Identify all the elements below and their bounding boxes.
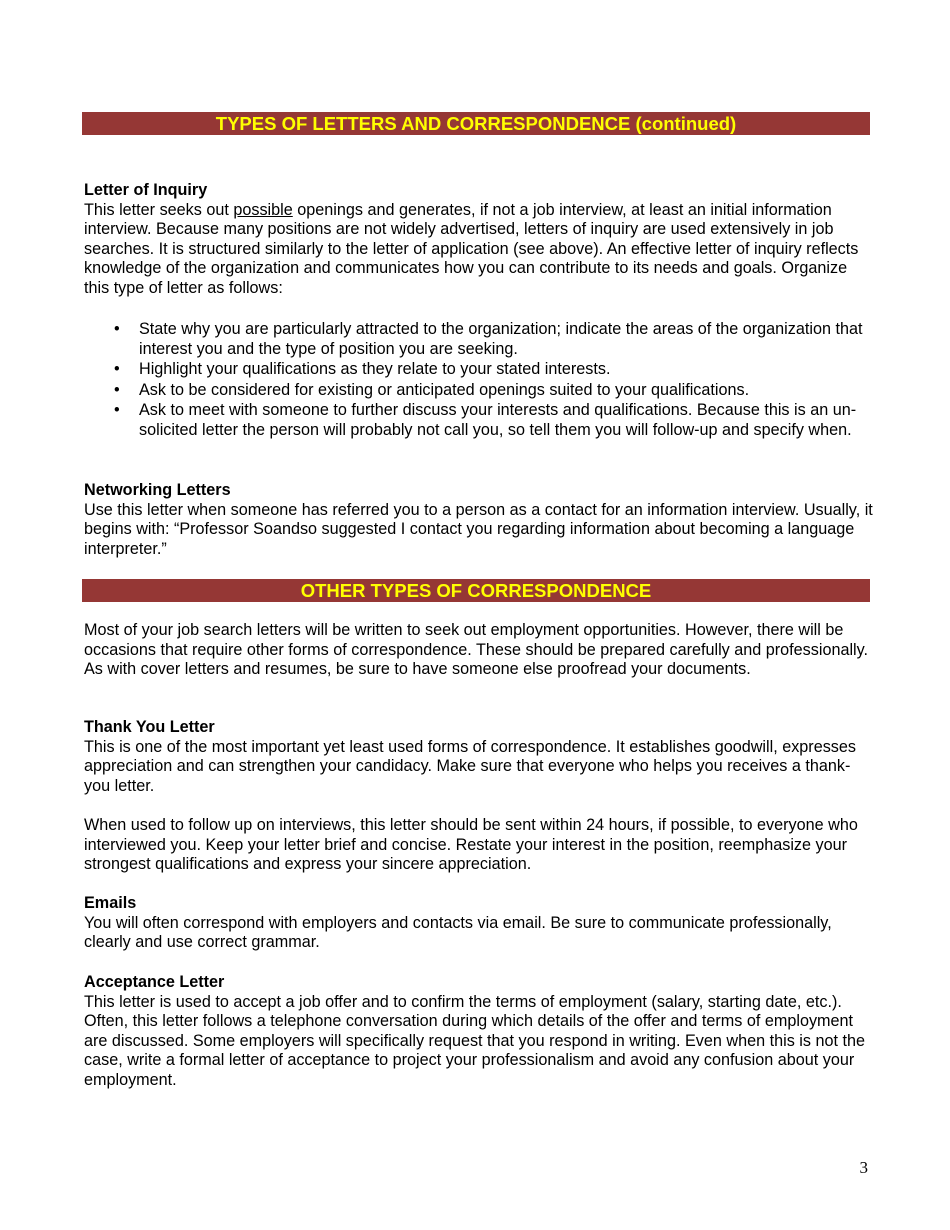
networking-letters-heading: Networking Letters xyxy=(84,481,231,499)
thank-you-letter-heading: Thank You Letter xyxy=(84,718,215,736)
bullet-text: Ask to meet with someone to further discuss your interests and qualifications. Because this is an un-solicited letter the person will probably not call you, so tell them you will follow-up and specify when. xyxy=(139,400,857,440)
inquiry-text-rest: openings and generates, if not a job interview, at least an initial information interview. Because many positions are not widely advertised, letters of inquiry are used extensively in job searches. It is structured similarly to the letter of application (see above). An effective letter of inquiry reflects knowledge of the organization and communicates how you can contribute to its needs and goals. Organize this type of letter as follows: xyxy=(84,200,859,297)
inquiry-text-underlined: possible xyxy=(233,200,293,219)
other-correspondence-intro xyxy=(84,621,874,680)
thank-you-follow-up xyxy=(84,816,874,875)
bullet-dot-icon: • xyxy=(114,380,120,399)
letter-of-inquiry-heading: Letter of Inquiry xyxy=(84,181,208,199)
bullet-text: State why you are particularly attracted to the organization; indicate the areas of the organization that interest you and the type of position you are seeking. xyxy=(139,320,863,359)
section-banner-other-correspondence: OTHER TYPES OF CORRESPONDENCE xyxy=(82,579,870,602)
thank-you-follow-up-text: When used to follow up on interviews, this letter should be sent within 24 hours, if possible, to everyone who interviewed you. Keep your letter brief and concise. Restate your interest in the position, reemphasize your strongest qualifications and express your sincere appreciation. xyxy=(84,816,858,874)
inquiry-text-start: This letter seeks out xyxy=(84,200,234,219)
emails-heading: Emails xyxy=(84,894,137,912)
page-number: 3 xyxy=(859,1158,868,1177)
thank-you-letter-text: This is one of the most important yet least used forms of correspondence. It establishes goodwill, expresses appreciation and can strengthen your candidacy. Make sure that everyone who helps you receives a thank-you letter. xyxy=(84,737,856,795)
list-item xyxy=(84,319,874,359)
list-item xyxy=(84,359,874,379)
bullet-dot-icon: • xyxy=(114,400,120,419)
bullet-text: Highlight your qualifications as they relate to your stated interests. xyxy=(139,360,611,379)
acceptance-letter-section xyxy=(84,973,874,1091)
networking-letters-text: Use this letter when someone has referred you to a person as a contact for an information interview. Usually, it begins with: “Professor Soandso suggested I contact you regarding information about becoming a language interpreter.” xyxy=(84,500,873,558)
section-banner-types-continued: TYPES OF LETTERS AND CORRESPONDENCE (continued) xyxy=(82,112,870,135)
inquiry-bullet-list xyxy=(84,319,874,440)
letter-of-inquiry-section xyxy=(84,181,874,299)
acceptance-letter-text: This letter is used to accept a job offer and to confirm the terms of employment (salary, starting date, etc.). Often, this letter follows a telephone conversation during which details of the offer and terms of employment are discussed. Some employers will specifically request that you respond in writing. Even when this is not the case, write a formal letter of acceptance to project your professionalism and avoid any confusion about your employment. xyxy=(84,992,865,1089)
thank-you-letter-section xyxy=(84,718,874,796)
bullet-dot-icon: • xyxy=(114,320,120,338)
bullet-text: Ask to be considered for existing or anticipated openings suited to your qualifications. xyxy=(139,380,750,399)
emails-text: You will often correspond with employers and contacts via email. Be sure to communicate professionally, clearly and use correct grammar. xyxy=(84,913,832,952)
emails-section xyxy=(84,894,874,953)
acceptance-letter-heading: Acceptance Letter xyxy=(84,973,225,991)
list-item xyxy=(84,380,874,400)
letter-of-inquiry-text xyxy=(84,201,874,299)
bullet-dot-icon: • xyxy=(114,360,120,379)
list-item xyxy=(84,400,874,440)
networking-letters-section xyxy=(84,481,874,559)
other-correspondence-intro-text: Most of your job search letters will be written to seek out employment opportunities. However, there will be occasions that require other forms of correspondence. These should be prepared carefully and professionally. As with cover letters and resumes, be sure to have someone else proofread your documents. xyxy=(84,621,869,679)
